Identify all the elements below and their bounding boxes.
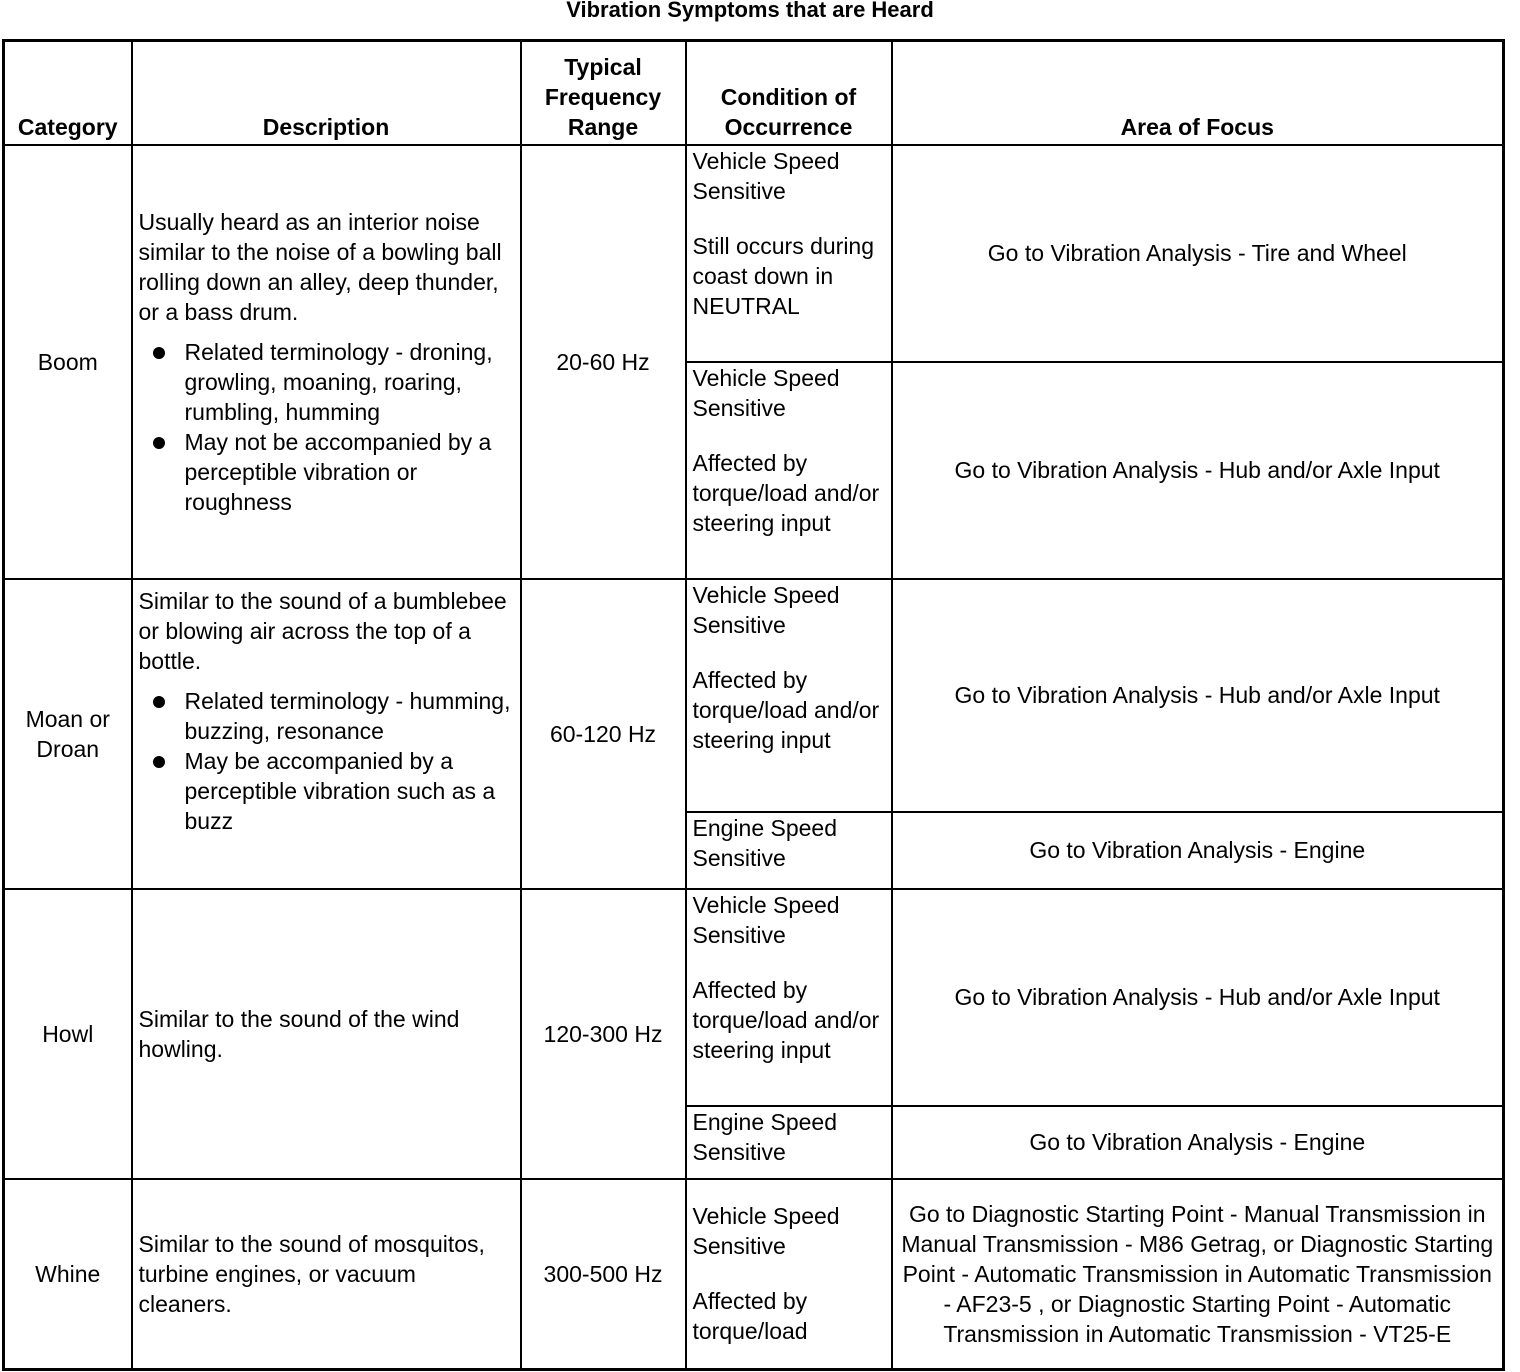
condition-cell (686, 145, 892, 362)
description-text: Similar to the sound of a bumblebee or blowing air across the top of a bottle. (138, 587, 507, 674)
focus-cell: Go to Vibration Analysis - Hub and/or Axle Input (892, 579, 1504, 812)
frequency-cell: 300-500 Hz (521, 1179, 686, 1370)
category-cell: Whine (4, 1179, 132, 1370)
condition-secondary: Affected by torque/load and/or steering input (692, 976, 880, 1063)
bullet-list (139, 686, 514, 836)
focus-cell: Go to Vibration Analysis - Hub and/or Axle Input (892, 362, 1504, 579)
category-text: Moan or Droan (25, 705, 110, 762)
condition-cell (686, 812, 892, 889)
category-cell: Boom (4, 145, 132, 579)
description-text: Similar to the sound of mosquitos, turbine engines, or vacuum cleaners. (138, 1230, 485, 1317)
condition-primary: Vehicle Speed Sensitive (692, 147, 840, 204)
header-focus: Area of Focus (892, 41, 1504, 145)
condition-secondary: Still occurs during coast down in NEUTRAL (692, 232, 875, 319)
condition-secondary: Affected by torque/load and/or steering input (692, 449, 880, 536)
header-condition: Condition of Occurrence (686, 41, 892, 145)
header-description: Description (132, 41, 521, 145)
frequency-cell: 20-60 Hz (521, 145, 686, 579)
bullet-list (139, 337, 514, 517)
header-row (4, 41, 1504, 145)
condition-primary: Engine Speed Sensitive (692, 814, 838, 871)
condition-primary: Engine Speed Sensitive (692, 1108, 838, 1165)
condition-cell (686, 362, 892, 579)
bullet-item: Related terminology - droning, growling, moaning, roaring, rumbling, humming (185, 337, 514, 427)
focus-cell: Go to Diagnostic Starting Point - Manual Transmission in Manual Transmission - M86 Getrag, or Diagnostic Starting Point - Automatic Transmission in Automatic Transmission - AF23-5 , or Diagnostic Starting Point - Automatic Transmission in Automatic Transmission - VT25-E (892, 1179, 1504, 1370)
category-cell (4, 579, 132, 889)
focus-cell: Go to Vibration Analysis - Engine (892, 1106, 1504, 1179)
description-cell (132, 145, 521, 579)
condition-primary: Vehicle Speed Sensitive (692, 364, 840, 421)
condition-cell (686, 579, 892, 812)
condition-cell (686, 1106, 892, 1179)
condition-primary: Vehicle Speed Sensitive (692, 581, 840, 638)
focus-cell: Go to Vibration Analysis - Engine (892, 812, 1504, 889)
bullet-item: Related terminology - humming, buzzing, resonance (185, 686, 514, 746)
frequency-cell: 60-120 Hz (521, 579, 686, 889)
category-cell: Howl (4, 889, 132, 1179)
condition-secondary: Affected by torque/load (692, 1288, 808, 1345)
description-text: Usually heard as an interior noise similar to the noise of a bowling ball rolling down an alley, deep thunder, or a bass drum. (138, 208, 502, 325)
vibration-symptoms-table (2, 39, 1505, 1371)
condition-primary: Vehicle Speed Sensitive (692, 1203, 840, 1260)
frequency-cell: 120-300 Hz (521, 889, 686, 1179)
table-row (4, 889, 1504, 1106)
bullet-item: May not be accompanied by a perceptible vibration or roughness (185, 427, 514, 517)
condition-primary: Vehicle Speed Sensitive (692, 891, 840, 948)
condition-cell (686, 1179, 892, 1370)
description-cell (132, 1179, 521, 1370)
condition-secondary: Affected by torque/load and/or steering input (692, 666, 880, 753)
page-title: Vibration Symptoms that are Heard (566, 0, 934, 22)
table-row (4, 1179, 1504, 1370)
condition-cell (686, 889, 892, 1106)
focus-cell: Go to Vibration Analysis - Tire and Wheel (892, 145, 1504, 362)
table-row (4, 145, 1504, 362)
description-cell (132, 889, 521, 1179)
focus-cell: Go to Vibration Analysis - Hub and/or Axle Input (892, 889, 1504, 1106)
description-text: Similar to the sound of the wind howling. (138, 1005, 460, 1062)
bullet-item: May be accompanied by a perceptible vibration such as a buzz (185, 746, 514, 836)
description-cell (132, 579, 521, 889)
table-row (4, 579, 1504, 812)
header-category: Category (4, 41, 132, 145)
header-frequency: Typical Frequency Range (521, 41, 686, 145)
